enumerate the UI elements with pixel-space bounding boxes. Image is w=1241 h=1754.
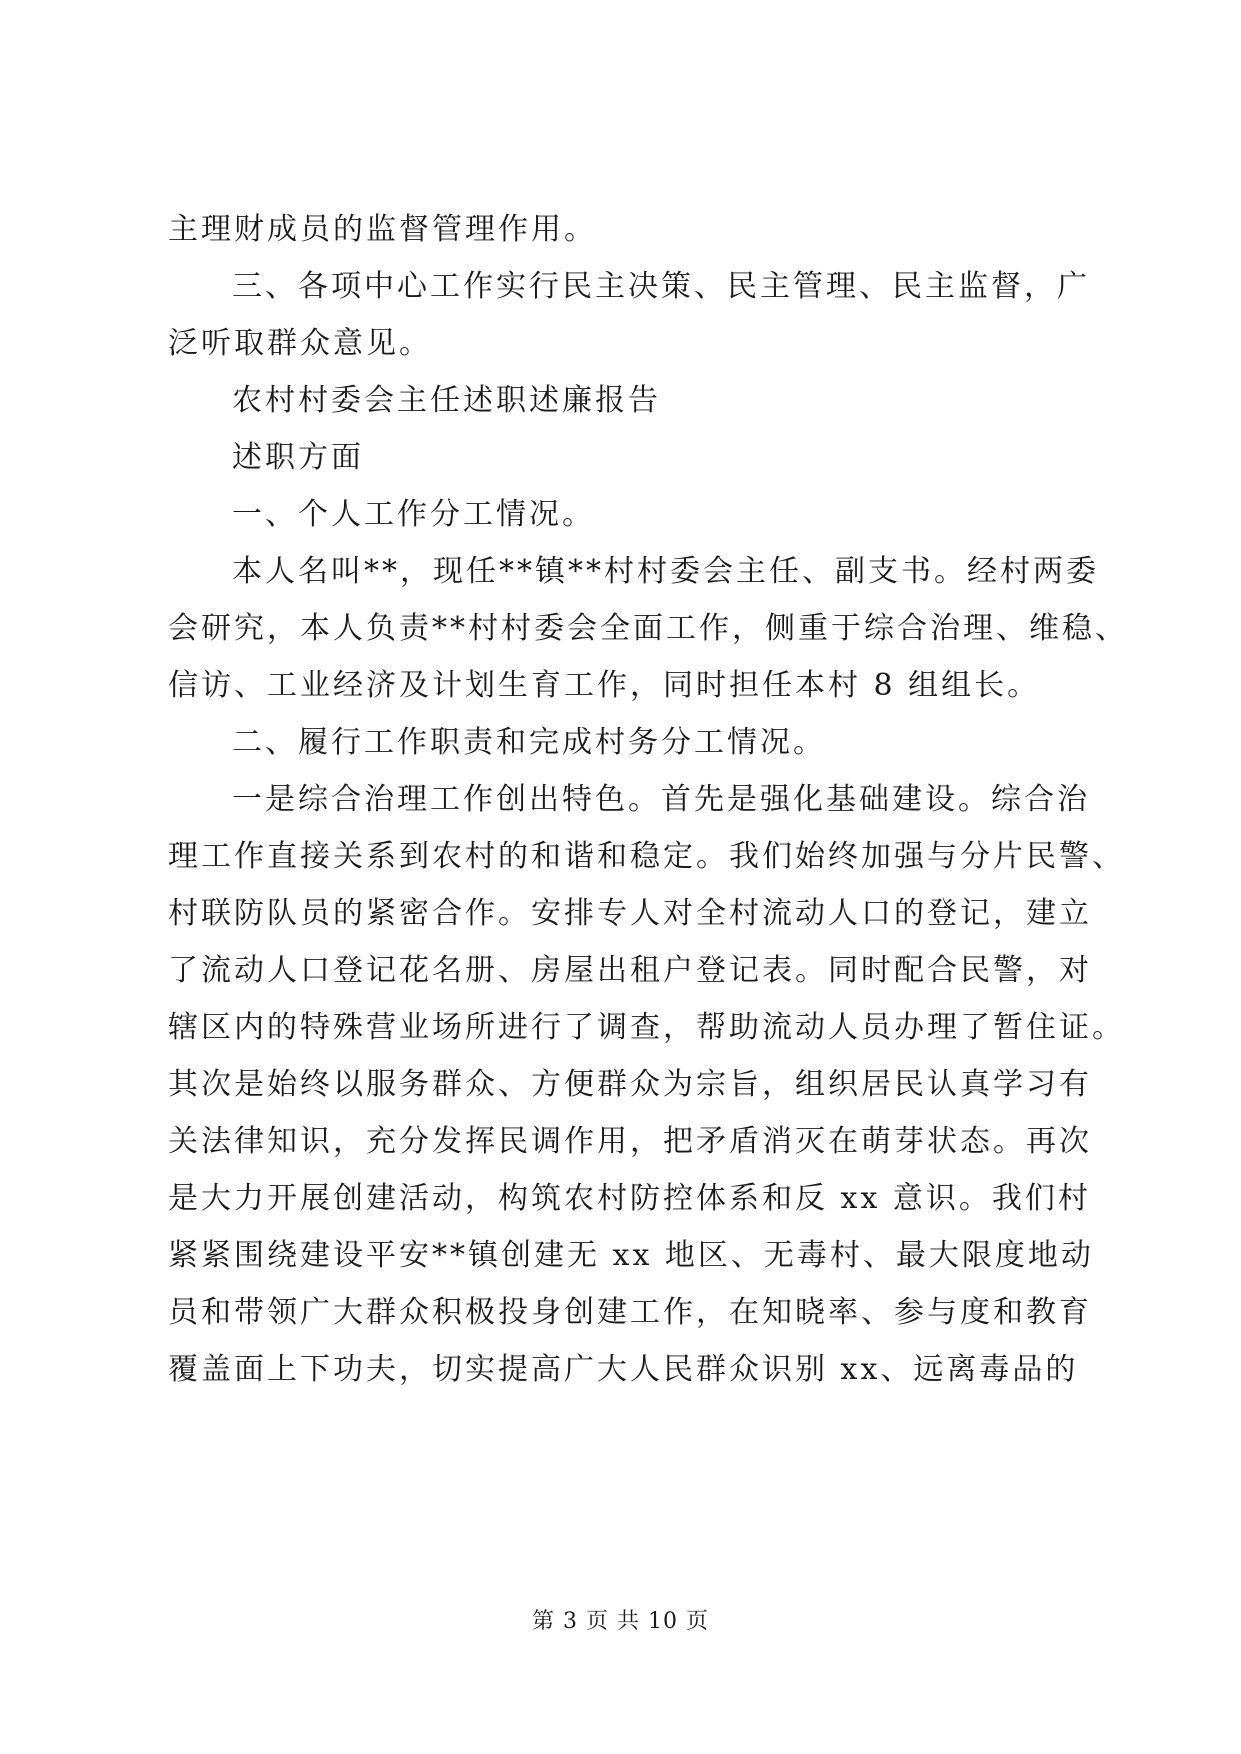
text-line: 主理财成员的监督管理作用。 — [168, 212, 597, 247]
text-line: 一是综合治理工作创出特色。首先是强化基础建设。综合治 — [232, 782, 1090, 817]
text-line: 信访、工业经济及计划生育工作，同时担任本村 8 组组长。 — [168, 668, 1041, 703]
section-title: 农村村委会主任述职述廉报告 — [232, 383, 661, 418]
text-line: 三、各项中心工作实行民主决策、民主管理、民主监督，广 — [232, 269, 1090, 304]
text-line: 会研究，本人负责**村村委会全面工作，侧重于综合治理、维稳、 — [168, 611, 1128, 646]
text-line: 本人名叫**，现任**镇**村村委会主任、副支书。经村两委 — [232, 554, 1099, 589]
text-line: 覆盖面上下功夫，切实提高广大人民群众识别 xx、远离毒品的 — [168, 1352, 1079, 1387]
text-line: 泛听取群众意见。 — [168, 326, 432, 361]
text-line: 其次是始终以服务群众、方便群众为宗旨，组织居民认真学习有 — [168, 1067, 1092, 1102]
text-line: 理工作直接关系到农村的和谐和稳定。我们始终加强与分片民警、 — [168, 839, 1125, 874]
text-line: 紧紧围绕建设平安**镇创建无 xx 地区、无毒村、最大限度地动 — [168, 1238, 1094, 1273]
page-number-footer: 第 3 页 共 10 页 — [532, 1609, 709, 1634]
text-line: 村联防队员的紧密合作。安排专人对全村流动人口的登记，建立 — [168, 896, 1092, 931]
text-line: 员和带领广大群众积极投身创建工作，在知晓率、参与度和教育 — [168, 1295, 1092, 1330]
text-line: 二、履行工作职责和完成村务分工情况。 — [232, 725, 826, 760]
text-line: 一、个人工作分工情况。 — [232, 497, 595, 532]
text-line: 是大力开展创建活动，构筑农村防控体系和反 xx 意识。我们村 — [168, 1181, 1091, 1216]
text-line: 关法律知识，充分发挥民调作用，把矛盾消灭在萌芽状态。再次 — [168, 1124, 1092, 1159]
text-line: 辖区内的特殊营业场所进行了调查，帮助流动人员办理了暂住证。 — [168, 1010, 1125, 1045]
section-heading: 述职方面 — [232, 440, 364, 475]
text-line: 了流动人口登记花名册、房屋出租户登记表。同时配合民警，对 — [168, 953, 1092, 988]
